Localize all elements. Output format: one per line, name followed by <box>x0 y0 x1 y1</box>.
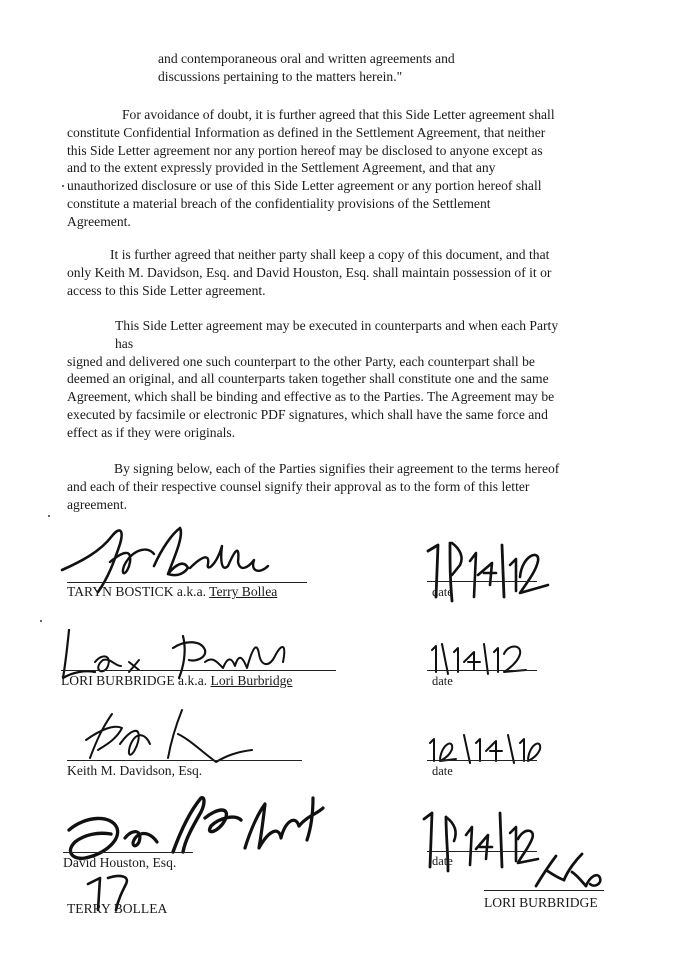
text-line: executed by facsimile or electronic PDF signatures, which shall have the same force and <box>67 406 548 422</box>
text-line: this Side Letter agreement nor any portion hereof may be disclosed to anyone except as <box>67 142 543 158</box>
signer-name-keith-davidson: Keith M. Davidson, Esq. <box>67 763 203 778</box>
text-line: It is further agreed that neither party shall keep a copy of this document, and that <box>110 247 550 262</box>
text-line: Agreement. <box>67 213 131 229</box>
initials-label-terry-bollea: TERRY BOLLEA <box>67 901 168 916</box>
paragraph-continuation <box>158 50 455 86</box>
date-line <box>427 760 537 761</box>
date-label: date <box>432 585 453 599</box>
text-line: has <box>115 335 134 351</box>
date-label: date <box>432 854 453 868</box>
scan-speck <box>62 185 64 187</box>
text-line: deemed an original, and all counterparts taken together shall constitute one and the same <box>67 371 549 387</box>
text-line: unauthorized disclosure or use of this Side Letter agreement or any portion hereof shall <box>67 178 542 194</box>
text-line: and each of their respective counsel signify their approval as to the form of this letter <box>67 478 530 494</box>
signature-line <box>67 582 307 583</box>
scan-speck <box>40 620 42 622</box>
signer-name-lori-burbridge: LORI BURBRIDGE a.k.a. Lori Burbridge <box>61 673 293 688</box>
text-line: effect as if they were originals. <box>67 424 236 440</box>
initials-lori-burbridge <box>528 848 608 893</box>
text-line: only Keith M. Davidson, Esq. and David Houston, Esq. shall maintain possession of it or <box>67 264 552 280</box>
signature-line <box>61 670 336 671</box>
text-line: and to the extent expressly provided in the Settlement Agreement, and that any <box>67 160 496 176</box>
signature-line <box>63 852 193 853</box>
scan-speck <box>48 515 50 517</box>
date-label: date <box>432 674 453 688</box>
signer-name-terry-bollea: TARYN BOSTICK a.k.a. Terry Bollea <box>67 584 278 599</box>
paragraph-confidentiality <box>67 106 555 231</box>
signature-line <box>67 760 302 761</box>
paragraph-copies <box>67 246 551 299</box>
date-label: date <box>432 764 453 778</box>
alias-underlined: Lori Burbridge <box>210 673 293 688</box>
text-line: signed and delivered one such counterpart to the other Party, each counterpart shall be <box>67 353 535 369</box>
text-line: constitute a material breach of the confidentiality provisions of the Settlement <box>67 195 491 211</box>
initials-label-lori-burbridge: LORI BURBRIDGE <box>484 895 598 910</box>
paragraph-signing <box>67 460 559 513</box>
text-line: agreement. <box>67 496 128 512</box>
text-line: Agreement, which shall be binding and effective as to the Parties. The Agreement may be <box>67 389 555 405</box>
signer-name-david-houston: David Houston, Esq. <box>63 855 177 870</box>
date-line <box>427 670 537 671</box>
date-line <box>427 851 537 852</box>
text-line: By signing below, each of the Parties signifies their agreement to the terms hereof <box>114 461 560 476</box>
text-line: and contemporaneous oral and written agreements and <box>158 51 455 66</box>
initials-line <box>484 890 604 891</box>
handwritten-date-3 <box>424 731 544 767</box>
date-line <box>427 581 537 582</box>
text-line: access to this Side Letter agreement. <box>67 282 266 298</box>
text-line: This Side Letter agreement may be executed in counterparts and when each Party <box>115 318 559 333</box>
text-line: constitute Confidential Information as defined in the Settlement Agreement, that neither <box>67 124 546 140</box>
text-line: For avoidance of doubt, it is further agreed that this Side Letter agreement shall <box>122 107 555 122</box>
text-line: discussions pertaining to the matters herein." <box>158 68 403 84</box>
alias-underlined: Terry Bollea <box>209 584 278 599</box>
paragraph-counterparts <box>67 317 558 442</box>
